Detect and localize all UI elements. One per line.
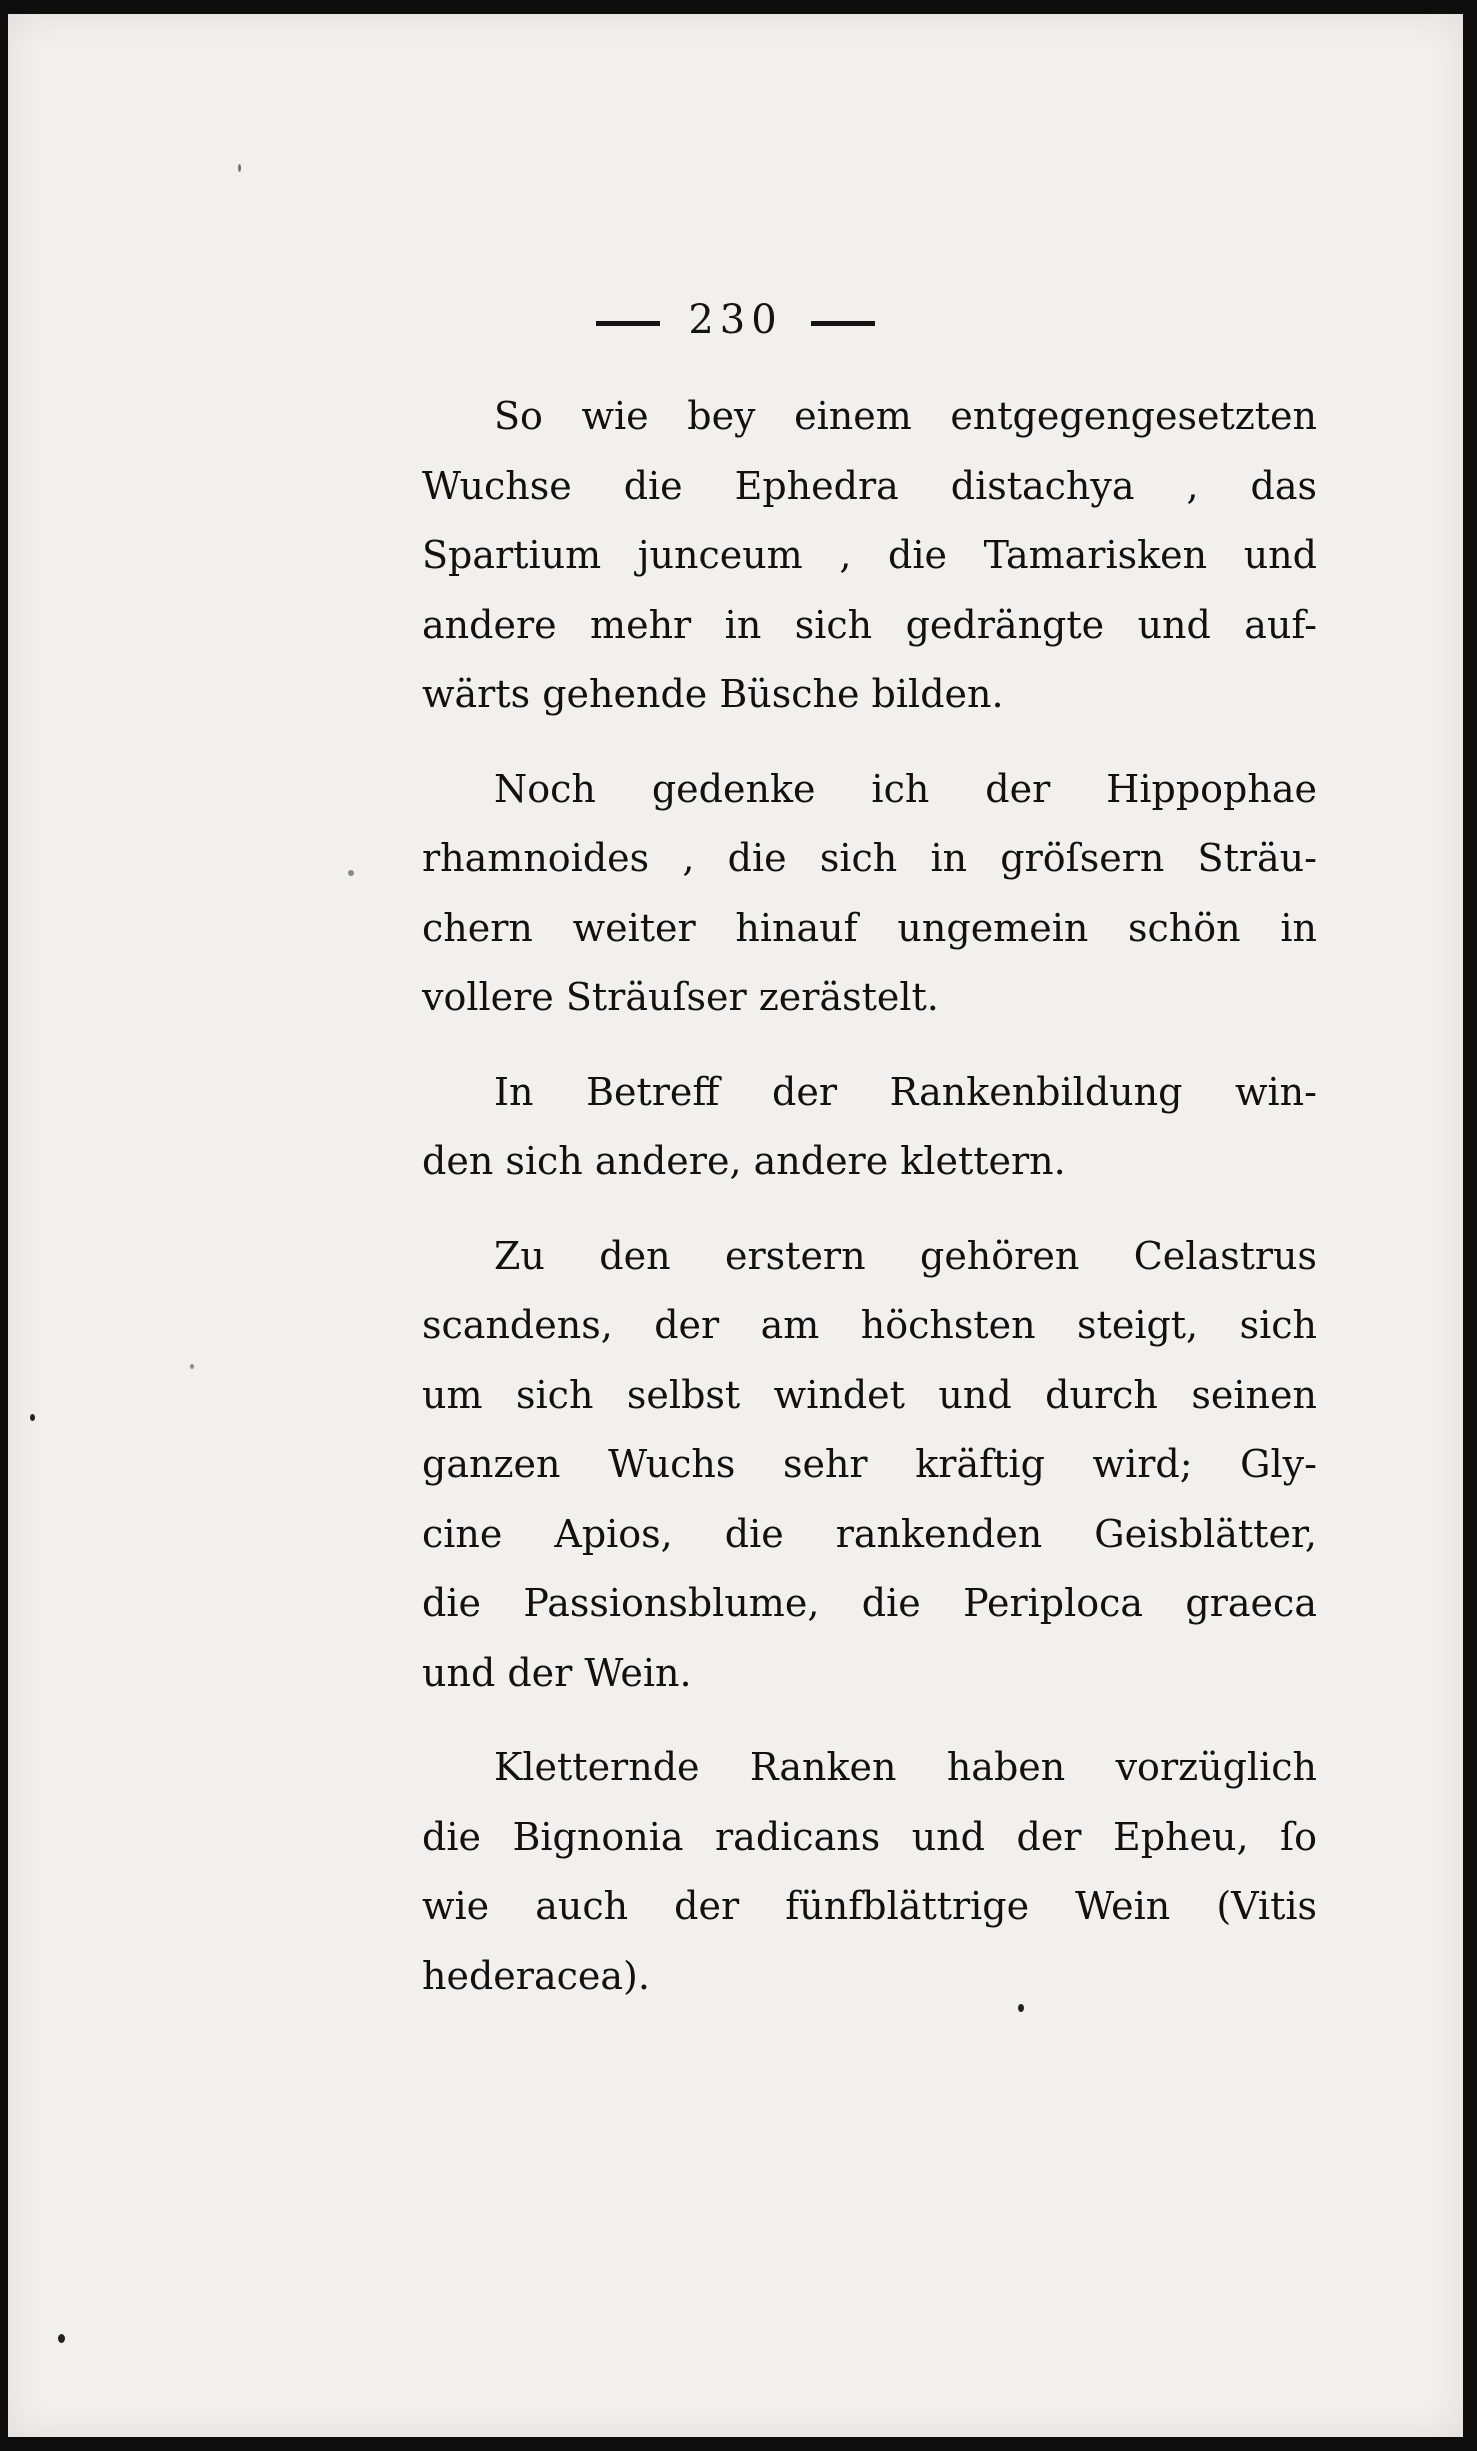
- text-line: hederacea).: [422, 1953, 650, 1998]
- text-line: um sich selbst windet und durch seinen: [422, 1372, 1317, 1417]
- text-line: wie auch der fünfblättrige Wein (Vitis: [422, 1884, 1317, 1928]
- text-line: und der Wein.: [422, 1650, 692, 1695]
- paragraph: [422, 1222, 1317, 1709]
- text-line: Noch gedenke ich der Hippophae: [494, 766, 1317, 811]
- text-line: rhamnoides , die sich in gröſsern Sträu-: [422, 836, 1317, 880]
- text-line: den sich andere, andere klettern.: [422, 1139, 1066, 1183]
- scan-speck: [190, 1364, 194, 1369]
- book-page: [8, 14, 1463, 2437]
- text-line: cine Apios, die rankenden Geisblätter,: [422, 1511, 1317, 1556]
- text-line: ganzen Wuchs sehr kräftig wird; Gly-: [422, 1442, 1317, 1486]
- paragraph: [422, 1058, 1317, 1197]
- scan-speck: [348, 870, 354, 876]
- scan-speck: [238, 164, 241, 172]
- paragraph: [422, 755, 1317, 1033]
- header-dash-right: [811, 321, 875, 326]
- text-line: Spartium junceum , die Tamarisken und: [422, 533, 1317, 577]
- text-line: andere mehr in sich gedrängte und auf-: [422, 602, 1317, 647]
- text-line: Wuchse die Ephedra distachya , das: [422, 463, 1317, 508]
- text-line: wärts gehende Büsche bilden.: [422, 672, 1004, 716]
- text-line: scandens, der am höchsten steigt, sich: [422, 1303, 1317, 1347]
- text-line: die Passionsblume, die Periploca graeca: [422, 1581, 1317, 1625]
- text-line: chern weiter hinauf ungemein schön in: [422, 905, 1317, 950]
- header-dash-left: [596, 321, 660, 326]
- text-line: Kletternde Ranken haben vorzüglich: [494, 1745, 1317, 1789]
- text-line: So wie bey einem entgegengesetzten: [494, 394, 1317, 438]
- text-line: Zu den erstern gehören Celastrus: [494, 1233, 1317, 1278]
- text-line: vollere Sträuſser zerästelt.: [422, 975, 939, 1019]
- paragraph: [422, 382, 1317, 730]
- page-number: 230: [688, 297, 783, 343]
- scan-speck: [58, 2334, 65, 2343]
- text-line: In Betreff der Rankenbildung win-: [494, 1069, 1317, 1114]
- body-text: [422, 382, 1317, 2036]
- scan-speck: [30, 1414, 35, 1421]
- page-header: [8, 297, 1463, 343]
- text-line: die Bignonia radicans und der Epheu, ſo: [422, 1814, 1317, 1859]
- paragraph: [422, 1733, 1317, 2011]
